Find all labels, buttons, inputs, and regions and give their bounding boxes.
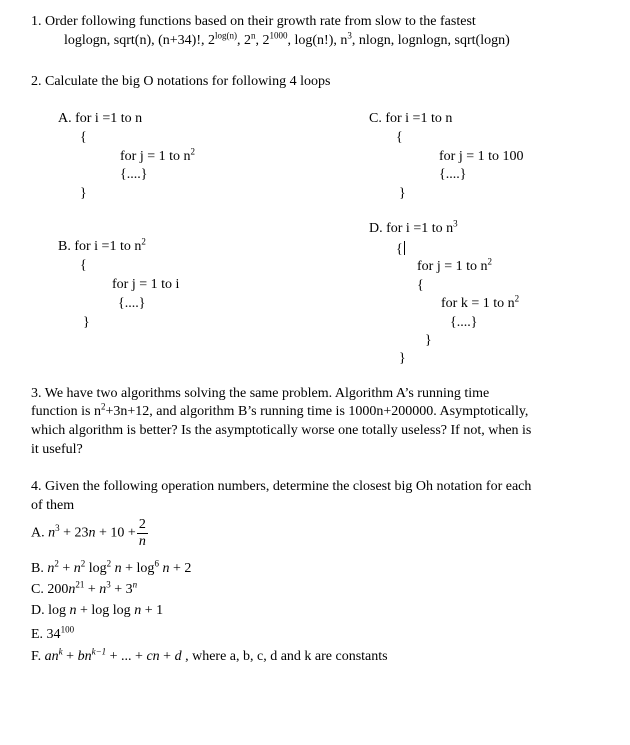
loop-d-j-sup: 2 [487, 256, 492, 267]
loop-a-inner-sup: 2 [190, 146, 195, 157]
loop-d-body: {....} [450, 315, 478, 330]
q4-d-mid: + log log [76, 603, 135, 618]
q4-b-s1: 2 [54, 558, 59, 569]
loop-b-header-sup: 2 [141, 236, 146, 247]
q4-f-s2-k: k−1 [91, 646, 107, 657]
q1-sup-3: 1000 [269, 30, 288, 41]
q1-sup-4: 3 [347, 30, 352, 41]
q4-f-s1-k: k [58, 646, 63, 657]
q4-a-denominator: n [138, 534, 146, 549]
q4-b-n3: n [111, 561, 122, 576]
q3-line-1: 3. We have two algorithms solving the same problem. Algorithm A’s running time [31, 386, 490, 401]
loop-d-j [417, 256, 492, 274]
q4-item-b [31, 558, 192, 576]
q4-a-rest: + 23 [59, 525, 89, 541]
loop-d-k [441, 293, 520, 311]
loop-d-j-open-brace: { [417, 278, 424, 293]
q4-item-f [31, 646, 388, 664]
q4-line-1: 4. Given the following operation numbers, determine the closest big Oh notation for each [31, 479, 532, 494]
q4-a-fraction [137, 517, 148, 550]
q4-a-label: A. [31, 525, 49, 541]
loop-d-k-text: for k = 1 to n [441, 296, 515, 311]
q1-sup-2: n [251, 30, 256, 41]
q4-b-s3: 2 [106, 558, 112, 569]
q4-d-n1: n [69, 603, 77, 618]
q3-line-2 [31, 401, 529, 419]
q4-c-s3 [133, 579, 138, 589]
q4-e-label: E. 34 [31, 627, 61, 642]
q4-c-plus1: + [84, 582, 100, 597]
q4-d-n2: n [134, 603, 142, 618]
q4-a-n: n [48, 525, 56, 541]
q4-f-a: an [44, 649, 59, 664]
q4-a-n2: n [88, 525, 96, 541]
q4-b-log1: log [85, 561, 107, 576]
loop-c-open-brace: { [396, 130, 403, 145]
loop-b-open-brace: { [80, 258, 87, 273]
q4-b-plus1: + [58, 561, 74, 576]
q4-c-s1: 21 [75, 579, 85, 590]
q4-d-tail: + 1 [141, 603, 164, 618]
q4-f-p3: + [159, 649, 175, 664]
q4-b-n2: n [73, 561, 81, 576]
loop-b-header [58, 236, 146, 254]
q4-c-s3-n: n [132, 579, 138, 590]
q4-b-plus2: + log [121, 561, 155, 576]
q4-item-d [31, 604, 163, 618]
loop-a-open-brace: { [80, 130, 87, 145]
q4-e-sup: 100 [60, 624, 75, 635]
text-cursor [404, 241, 405, 255]
q4-f-d: d [174, 649, 182, 664]
loop-b-inner: for j = 1 to i [112, 277, 180, 292]
loop-d-open-brace-text: { [396, 242, 403, 257]
q3-line-4: it useful? [31, 442, 83, 457]
q4-c-label: C. 200 [31, 582, 69, 597]
loop-a-inner-text: for j = 1 to n [120, 149, 191, 164]
q4-d-label: D. log [31, 603, 70, 618]
q1-text-2: , 2 [237, 33, 251, 48]
q4-b-tail: + 2 [169, 561, 192, 576]
loop-c-body: {....} [439, 167, 467, 182]
q4-line-2: of them [31, 498, 75, 513]
loop-d-open-brace [396, 241, 405, 257]
loop-d-k-sup: 2 [514, 293, 520, 304]
q4-c-n2: n [99, 582, 107, 597]
loop-d-j-text: for j = 1 to n [417, 259, 488, 274]
q4-b-label: B. [31, 561, 48, 576]
q4-a-numerator: 2 [138, 517, 146, 532]
q4-c-plus2: + 3 [110, 582, 133, 597]
q4-b-n4: n [158, 561, 170, 576]
q1-sup-1: log(n) [215, 30, 237, 41]
loop-b-header-text: B. for i =1 to n [58, 239, 142, 254]
loop-b-body: {....} [118, 296, 146, 311]
q4-f-s2 [92, 646, 107, 656]
q4-a-rest2: + 10 + [95, 525, 136, 541]
loop-b-close-brace: } [83, 315, 90, 330]
loop-a-header: A. for i =1 to n [58, 111, 143, 126]
q4-b-n1: n [47, 561, 55, 576]
loop-a-inner [120, 146, 195, 164]
q4-f-p2: + ... + [106, 649, 147, 664]
q1-functions [64, 30, 510, 48]
loop-d-header-sup: 3 [453, 218, 458, 229]
q1-text-3: , 2 [255, 33, 270, 48]
q4-c-n1: n [68, 582, 76, 597]
q4-f-p1: + [62, 649, 78, 664]
q4-c-s2: 3 [106, 579, 111, 590]
q4-b-s4: 6 [154, 558, 159, 569]
q4-f-tail: , where a, b, c, d and k are constants [181, 649, 388, 664]
loop-c-close-brace: } [399, 186, 406, 201]
q4-a-exp: 3 [55, 523, 60, 534]
loop-d-j-close-brace: } [425, 333, 432, 348]
loop-a-close-brace: } [80, 186, 87, 201]
q4-f-b: bn [77, 649, 92, 664]
q4-item-a [31, 517, 149, 550]
loop-d-header-text: D. for i =1 to n [369, 221, 454, 236]
q3-line-3: which algorithm is better? Is the asymptotically worse one totally useless? If not, when is [31, 423, 532, 438]
q1-text-4: , log(n!), n [287, 33, 348, 48]
loop-c-header: C. for i =1 to n [369, 111, 453, 126]
q3-line-2-a: function is n [31, 404, 101, 419]
loop-c-inner: for j = 1 to 100 [439, 149, 524, 164]
q1-title: 1. Order following functions based on their growth rate from slow to the fastest [31, 14, 476, 29]
q4-item-e [31, 624, 75, 642]
q2-title: 2. Calculate the big O notations for following 4 loops [31, 74, 331, 89]
q4-f-label: F. [31, 649, 45, 664]
q4-item-c [31, 579, 138, 597]
q4-b-s2: 2 [80, 558, 86, 569]
loop-d-header [369, 218, 458, 236]
q4-f-c: cn [146, 649, 160, 664]
q1-text-1: loglogn, sqrt(n), (n+34)!, 2 [64, 33, 215, 48]
q3-line-2-sup: 2 [101, 401, 106, 412]
loop-a-body: {....} [120, 167, 148, 182]
q1-text-5: , nlogn, lognlogn, sqrt(logn) [351, 33, 510, 48]
loop-d-close-brace: } [399, 351, 406, 366]
q3-line-2-b: +3n+12, and algorithm B’s running time is 1000n+200000. Asymptotically, [105, 404, 529, 419]
